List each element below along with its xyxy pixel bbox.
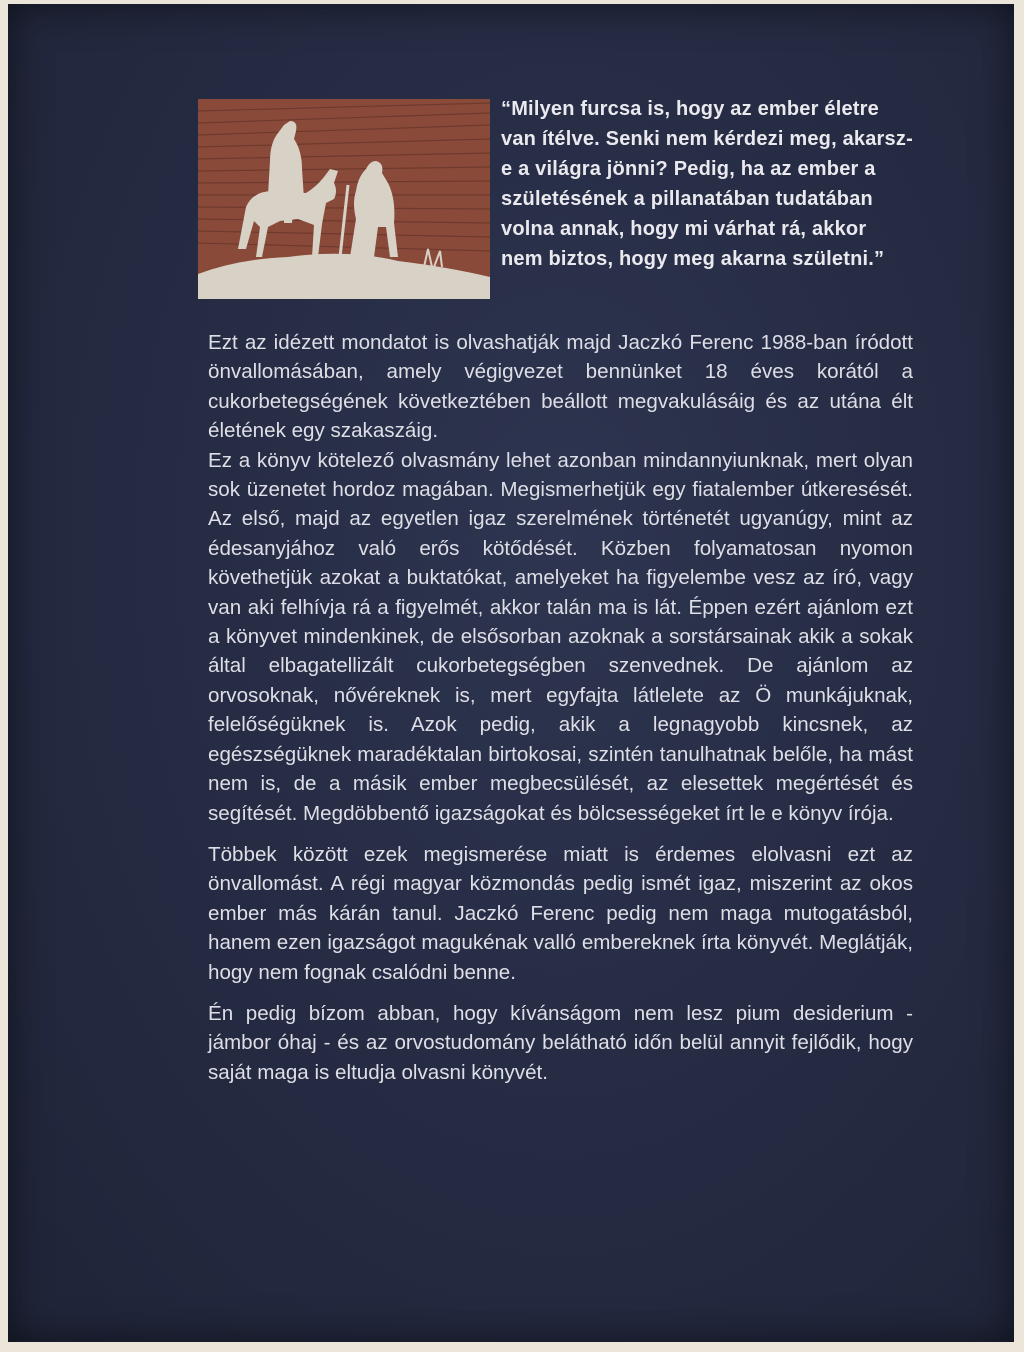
- book-back-cover: [8, 4, 1014, 1342]
- quote-block: “Milyen furcsa is, hogy az ember életre van ítélve. Senki nem kérdezi meg, akarsz-e a világra jönni? Pedig, ha az ember a születésének a pillanatában tudatában volna annak, hogy mi várhat rá, akkor nem biztos, hogy meg akarna születni.”: [501, 98, 913, 270]
- paragraph-4: Én pedig bízom abban, hogy kívánságom nem lesz pium desiderium - jámbor óhaj - és az orvostudomány belátható időn belül annyit fejlődik, hogy saját maga is eltudja olvasni könyvét.: [208, 1001, 913, 1084]
- paragraph-2: Ez a könyv kötelező olvasmány lehet azonban mindannyiunknak, mert olyan sok üzenetet hordoz magában. Megismerhetjük egy fiatalember útkeresését. Az első, majd az egyetlen igaz szerelmének történetét ugyanúgy, mint az édesanyjához való erős kötődését. Közben folyamatosan nyomon követhetjük azokat a buktatókat, amelyeket ha figyelembe vesz az író, vagy van aki felhívja rá a figyelmét, akkor talán ma is lát. Éppen ezért ajánlom ezt a könyvet mindenkinek, de elsősorban azoknak a sorstársainak akik a sokak által elbagatellizált cukorbetegségben szenvednek. De ajánlom az orvosoknak, nővéreknek is, mert egyfajta látlelete az Ö munkájuknak, felelőségüknek is. Azok pedig, akik a legnagyobb kincsnek, az egészségüknek maradéktalan birtokosai, szintén tanulhatnak belőle, ha mást nem is, de a másik ember megbecsülését, az elesettek megértését és segítését. Megdöbbentő igazságokat és bölcsességeket írt le e könyv írója.: [208, 448, 913, 825]
- paragraph-3: Többek között ezek megismerése miatt is érdemes elolvasni ezt az önvallomást. A régi magyar közmondás pedig ismét igaz, miszerint az okos ember más kárán tanul. Jaczkó Ferenc pedig nem maga mutogatásból, hanem ezen igazságot magukénak valló embereknek írta könyvét. Meglátják, hogy nem fognak csalódni benne.: [208, 842, 913, 984]
- paragraph-1: Ezt az idézett mondatot is olvashatják majd Jaczkó Ferenc 1988-ban íródott önvallomásában, amely végigvezet bennünket 18 éves korától a cukorbetegségének következtében beállott megvakulásáig és az utána élt életének egy szakaszáig.: [208, 331, 913, 443]
- woodcut-illustration: [198, 99, 490, 299]
- rider-on-donkey-icon: [198, 99, 490, 299]
- blurb-text: [208, 328, 913, 1087]
